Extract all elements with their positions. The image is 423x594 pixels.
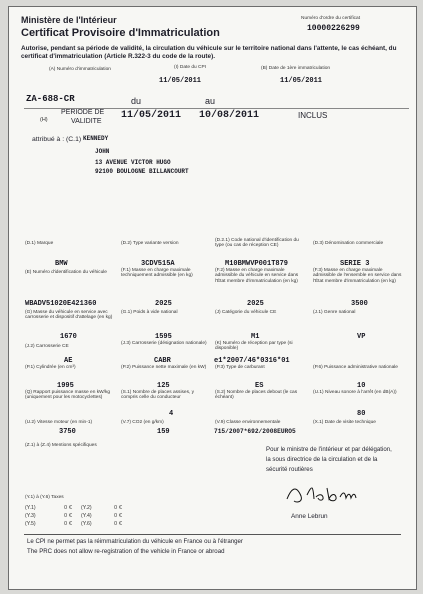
- tax-code-y4: (Y.4): [81, 513, 92, 520]
- to-label: au: [205, 96, 216, 106]
- footer-separator: [24, 534, 401, 535]
- value-d21: M10BMWVP001T879: [225, 260, 289, 268]
- label-p3: (P.3) Type de carburant: [215, 365, 265, 370]
- tax-code-y5: (Y.5): [25, 521, 36, 528]
- value-p1: 1995: [57, 382, 74, 390]
- value-p3: ES: [255, 382, 264, 390]
- signature-line1: Pour le ministre de l'intérieur et par délégation,: [266, 446, 392, 453]
- label-d21: (D.2.1) Code national d'identification du type (ou cas de réception CE): [215, 238, 299, 249]
- from-date: 11/05/2011: [121, 110, 182, 121]
- value-p6: 10: [357, 382, 366, 390]
- label-p6: (P.6) Puissance administrative nationale: [313, 365, 398, 370]
- label-v7: (V.7) CO2 (en g/km): [121, 420, 164, 425]
- signature-mark: [279, 479, 389, 509]
- value-j3: CABR: [154, 357, 171, 365]
- inclusive-label: INCLUS: [298, 111, 328, 120]
- label-v9: (V.9) Classe environnementale: [215, 420, 281, 425]
- registration-number-label: (A) Numéro d'immatriculation: [49, 67, 111, 72]
- certificate-number: 10000226299: [307, 24, 360, 33]
- label-q: (Q) Rapport puissance masse en kW/kg (uniquement pour les motocyclettes): [25, 390, 111, 401]
- label-p1: (P.1) Cylindrée (en cm³): [25, 365, 76, 370]
- holder-first-name: JOHN: [95, 148, 110, 155]
- label-p2: (P.2) Puissance nette maximale (en kW): [121, 365, 207, 370]
- label-f2: (F.2) Masse en charge maximale admissible du véhicule en service dans l'État membre d'immatriculation (en kg): [215, 268, 299, 284]
- tax-currency-y1: €: [69, 505, 72, 511]
- certificate-number-label: Numéro d'ordre du certificat: [301, 16, 361, 21]
- value-f3: 3500: [351, 300, 368, 308]
- value-s1: 4: [169, 410, 174, 418]
- tax-currency-y3: €: [69, 513, 72, 520]
- tax-value-y1: 0: [64, 505, 67, 511]
- to-date: 10/08/2011: [199, 110, 260, 121]
- registration-number: ZA-688-CR: [26, 94, 75, 104]
- holder-address-line2: 92100 BOULOGNE BILLANCOURT: [95, 168, 189, 175]
- value-v9: 715/2007*692/2008EURO5: [214, 428, 296, 435]
- label-s1: (S.1) Nombre de places assises, y compris celle du conducteur: [121, 390, 195, 401]
- tax-value-y4: 0: [114, 513, 117, 520]
- label-z: (Z.1) à (Z.4) Mentions spécifiques: [25, 443, 97, 448]
- label-f1: (F.1) Masse en charge maximale techniquement admissible (en kg): [121, 268, 193, 279]
- holder-name: KENNEDY: [83, 135, 109, 142]
- value-j1: VP: [357, 333, 366, 341]
- label-u2: (U.2) Vitesse moteur (en min-1): [25, 420, 93, 425]
- tax-value-y6: 0: [114, 521, 117, 528]
- cpi-date: 11/05/2011: [159, 77, 202, 85]
- label-f3: (F.3) Masse en charge maximale admissible de l'ensemble en service dans l'État membre d'immatriculation (en kg): [313, 268, 402, 284]
- tax-currency-y5: €: [69, 521, 72, 528]
- period-label-line2: VALIDITE: [71, 118, 102, 125]
- period-label-line1: PERIODE DE: [61, 109, 105, 116]
- label-u1: (U.1) Niveau sonore à l'arrêt (en dB(A)): [313, 390, 397, 395]
- cpi-date-label: (I) Date du CPI: [174, 65, 206, 70]
- from-label: du: [131, 96, 142, 106]
- label-x1: (X.1) Date de visite technique: [313, 420, 376, 425]
- footer-line1: Le CPI ne permet pas la réimmatriculation du véhicule en France ou à l'étranger: [27, 538, 243, 545]
- first-registration-date: 11/05/2011: [280, 77, 323, 85]
- ministry-label: Ministère de l'Intérieur: [21, 15, 117, 25]
- tax-code-y3: (Y.3): [25, 513, 36, 520]
- signature-line2: la sous directrice de la circulation et de la: [266, 456, 378, 463]
- label-j1: (J.1) Genre national: [313, 310, 356, 315]
- label-d3: (D.3) Dénomination commerciale: [313, 241, 384, 246]
- signature-line3: sécurité routières: [266, 466, 313, 473]
- value-v7: 159: [157, 428, 170, 436]
- tax-currency-y6: €: [119, 521, 122, 528]
- value-e: WBADV51020E421360: [25, 300, 97, 308]
- label-j3: (J.3) Carrosserie (désignation nationale): [121, 341, 207, 346]
- value-g: 1670: [60, 333, 77, 341]
- taxes-table: [25, 504, 145, 528]
- first-registration-date-label: (B) Date de 1ère immatriculation: [261, 66, 331, 71]
- tax-value-y2: 0: [114, 505, 117, 511]
- label-g: (G) Masse du véhicule en service avec carrosserie et dispositif d'attelage (en kg): [25, 310, 113, 321]
- period-code: (H): [40, 117, 48, 123]
- label-d2: (D.2) Type variante version: [121, 241, 179, 246]
- tax-value-y3: 0: [64, 513, 67, 520]
- tax-code-y2: (Y.2): [81, 505, 92, 511]
- value-j2: AE: [64, 357, 73, 365]
- value-d2: 3CDV515A: [141, 260, 175, 268]
- value-f1: 2025: [155, 300, 172, 308]
- tax-value-y5: 0: [64, 521, 67, 528]
- tax-currency-y4: €: [119, 513, 122, 520]
- label-j: (J) Catégorie du véhicule CE: [215, 310, 277, 315]
- label-g1: (G.1) Poids à vide national: [121, 310, 178, 315]
- tax-code-y6: (Y.6): [81, 521, 92, 528]
- tax-row: [25, 512, 145, 520]
- value-u1: 80: [357, 410, 366, 418]
- value-d3: SERIE 3: [340, 260, 370, 268]
- value-j: M1: [251, 333, 260, 341]
- label-d1: (D.1) Marque: [25, 241, 54, 246]
- value-p2: 125: [157, 382, 170, 390]
- tax-row: [25, 520, 145, 528]
- tax-row: [25, 504, 145, 512]
- value-d1: BMW: [55, 260, 68, 268]
- holder-address-line1: 13 AVENUE VICTOR HUGO: [95, 159, 171, 166]
- value-g1: 1595: [155, 333, 172, 341]
- tax-code-y1: (Y.1): [25, 505, 36, 511]
- value-k: e1*2007/46*0316*01: [214, 357, 290, 365]
- label-j2: (J.2) Carrosserie CE: [25, 344, 69, 349]
- holder-label: attribué à : (C.1): [32, 136, 82, 143]
- tax-currency-y2: €: [119, 505, 122, 511]
- value-f2: 2025: [247, 300, 264, 308]
- signatory-name: Anne Lebrun: [291, 513, 328, 520]
- authorisation-text: Autorise, pendant sa période de validité, la circulation du véhicule sur le territoire national dans l'attente, le cas échéant, du certificat d'immatriculation (Article R.322-3 du code de la route).: [21, 45, 397, 60]
- value-u2: 3750: [59, 428, 76, 436]
- taxes-title: (Y.1) à (Y.6) Taxes: [25, 495, 64, 500]
- certificate-page: [8, 6, 417, 590]
- certificate-title: Certificat Provisoire d'Immatriculation: [21, 27, 220, 39]
- footer-line2: The PRC does not allow re-registration of the vehicle in France or abroad: [27, 548, 225, 555]
- label-e: (E) Numéro d'identification du véhicule: [25, 270, 107, 275]
- label-k: (K) Numéro de réception par type (si disponible): [215, 341, 293, 352]
- label-s2: (S.2) Nombre de places debout (le cas échéant): [215, 390, 298, 401]
